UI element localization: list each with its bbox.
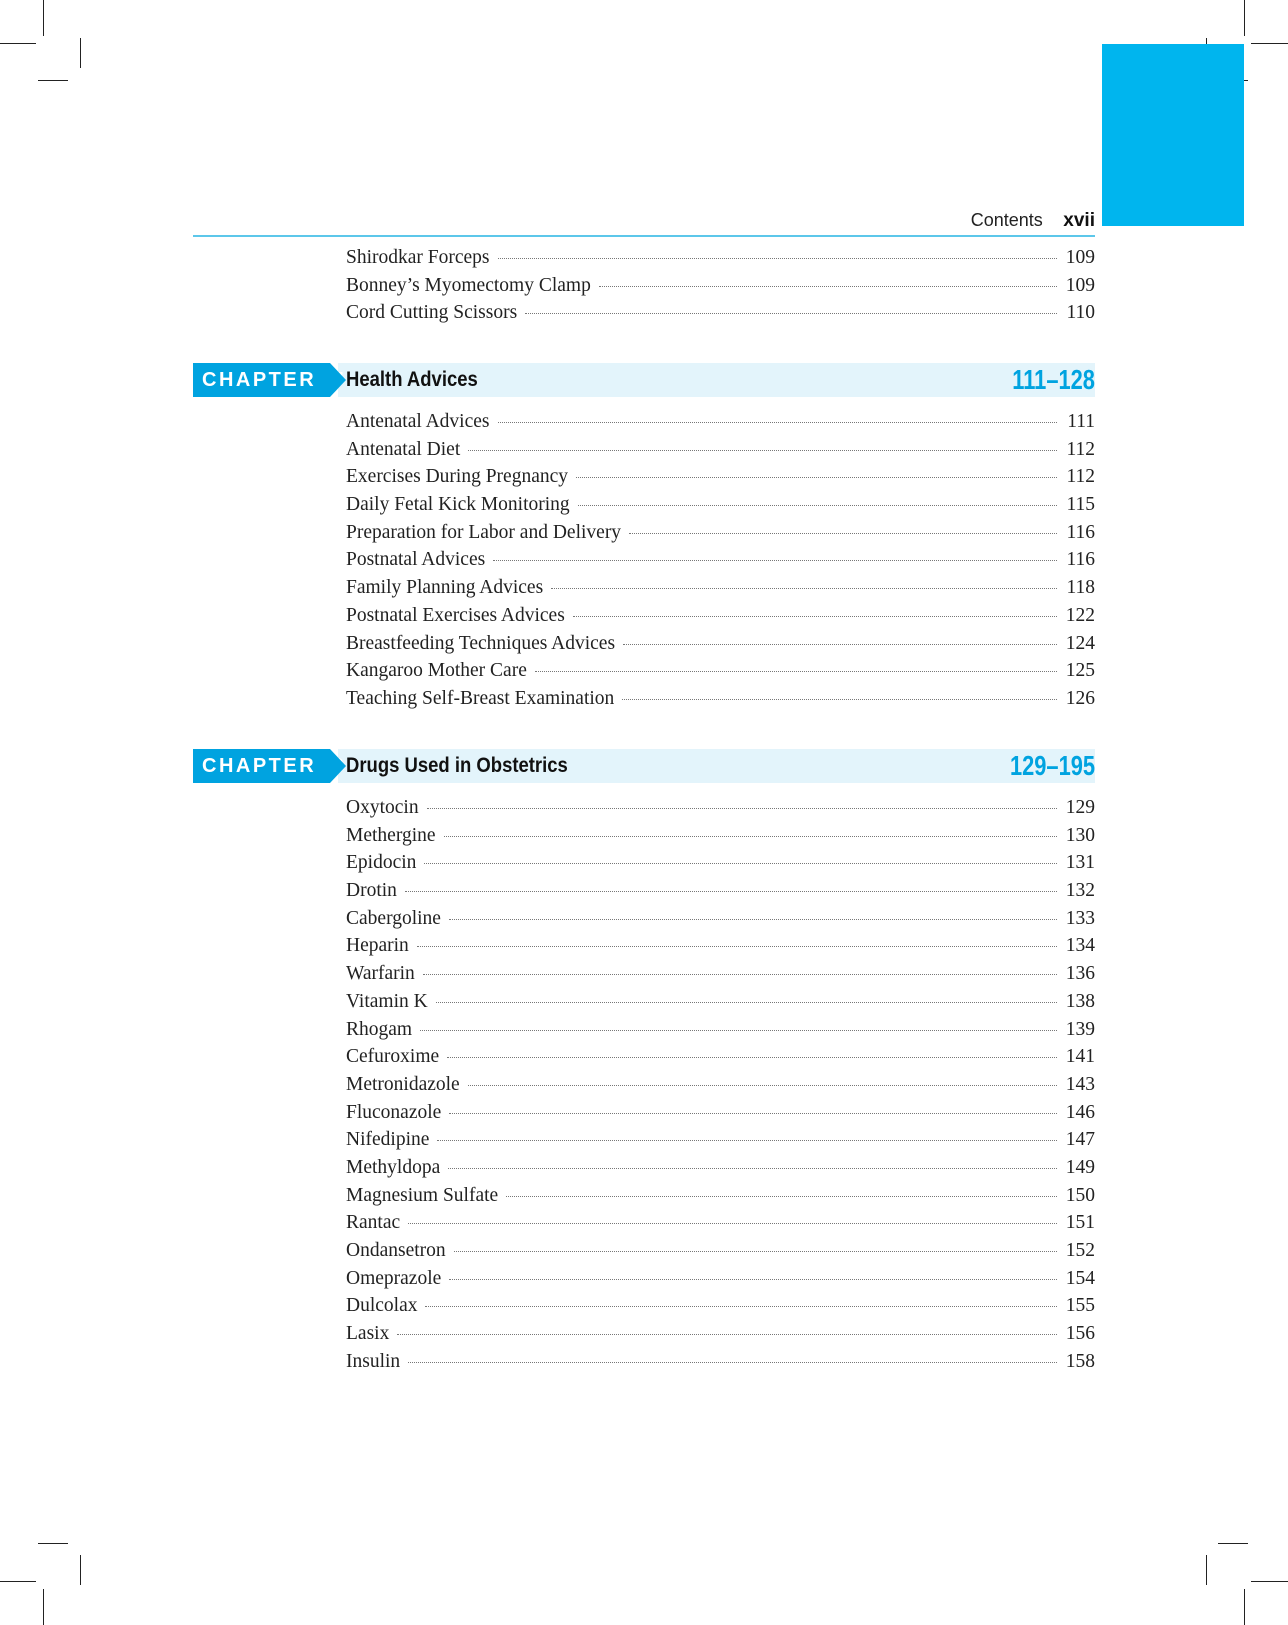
toc-entry-page: 131 (1065, 852, 1095, 874)
dot-leader (551, 588, 1057, 589)
crop-mark (38, 80, 68, 81)
toc-entry-page: 116 (1066, 549, 1095, 571)
dot-leader (444, 836, 1057, 837)
crop-mark (80, 1555, 81, 1585)
crop-mark (1244, 0, 1245, 36)
toc-entry[interactable] (346, 1209, 1095, 1237)
chapter-title: Health Advices (346, 368, 478, 391)
toc-entry-title: Postnatal Exercises Advices (346, 604, 565, 626)
toc-entry[interactable] (346, 491, 1095, 519)
toc-entry-title: Breastfeeding Techniques Advices (346, 632, 616, 654)
chapter-number: 7 (332, 369, 346, 391)
toc-entry-page: 146 (1065, 1101, 1095, 1123)
toc-entry-title: Drotin (346, 880, 397, 902)
chapter-label-text: CHAPTER (202, 755, 317, 777)
toc-entry-page: 154 (1065, 1267, 1095, 1289)
dot-leader (408, 1362, 1057, 1363)
dot-leader (599, 286, 1057, 287)
toc-entry[interactable] (346, 1154, 1095, 1182)
toc-entry-page: 151 (1065, 1212, 1095, 1234)
toc-entry-page: 141 (1065, 1046, 1095, 1068)
toc-entry[interactable] (346, 960, 1095, 988)
toc-entry-title: Preparation for Labor and Delivery (346, 521, 622, 543)
toc-entry[interactable] (346, 299, 1095, 327)
toc-entry-page: 112 (1066, 466, 1095, 488)
dot-leader (448, 1168, 1057, 1169)
crop-mark (80, 38, 81, 68)
running-header-label: Contents (970, 210, 1043, 230)
dot-leader (449, 1113, 1057, 1114)
chapter-entries (346, 408, 1095, 713)
toc-entry-title: Antenatal Advices (346, 411, 490, 432)
toc-entry-title: Vitamin K (346, 990, 428, 1012)
toc-entry[interactable] (346, 1071, 1095, 1099)
toc-entry[interactable] (346, 1043, 1095, 1071)
toc-entry-page: 132 (1065, 880, 1095, 902)
dot-leader (397, 1334, 1057, 1335)
crop-mark (0, 43, 36, 44)
toc-entry[interactable] (346, 602, 1095, 630)
toc-entry-title: Kangaroo Mother Care (346, 660, 527, 682)
dot-leader (417, 946, 1057, 947)
dot-leader (423, 974, 1057, 975)
crop-mark (0, 1581, 36, 1582)
toc-entry-title: Lasix (346, 1323, 390, 1345)
toc-entry-page: 143 (1065, 1073, 1095, 1095)
dot-leader (449, 919, 1057, 920)
toc-entry-page: 138 (1065, 990, 1095, 1012)
toc-entry-title: Shirodkar Forceps (346, 247, 490, 268)
toc-entry-page: 130 (1065, 824, 1095, 846)
toc-entry[interactable] (346, 822, 1095, 850)
toc-entry[interactable] (346, 1320, 1095, 1348)
toc-entry[interactable] (346, 1182, 1095, 1210)
toc-entry-page: 112 (1066, 438, 1095, 460)
crop-mark (43, 0, 44, 36)
toc-entry[interactable] (346, 905, 1095, 933)
toc-entry[interactable] (346, 630, 1095, 658)
toc-entry-page: 156 (1065, 1323, 1095, 1345)
toc-entry-title: Nifedipine (346, 1129, 430, 1151)
chapter-label-text: CHAPTER (202, 369, 317, 391)
toc-entry[interactable] (346, 1265, 1095, 1293)
toc-entry-page: 115 (1066, 494, 1095, 516)
toc-entry-page: 129 (1065, 797, 1095, 818)
toc-entry-title: Cord Cutting Scissors (346, 302, 518, 324)
crop-mark (1206, 1555, 1207, 1585)
chapter-arrow-shape (330, 749, 346, 783)
toc-entry-title: Epidocin (346, 852, 417, 874)
toc-entry[interactable] (346, 932, 1095, 960)
toc-entry-title: Antenatal Diet (346, 438, 461, 460)
toc-entry-title: Warfarin (346, 963, 415, 985)
chapter-heading[interactable] (193, 749, 1095, 783)
section-tab (1102, 44, 1244, 226)
toc-entry[interactable] (346, 657, 1095, 685)
toc-entry-page: 124 (1065, 632, 1095, 654)
dot-leader (623, 644, 1057, 645)
toc-entry[interactable] (346, 272, 1095, 300)
toc-entry-title: Heparin (346, 935, 409, 957)
toc-entry-page: 134 (1065, 935, 1095, 957)
toc-entry-title: Ondansetron (346, 1240, 446, 1261)
toc-entry-title: Daily Fetal Kick Monitoring (346, 494, 570, 516)
chapter-page-range: 111–128 (1012, 364, 1095, 395)
toc-entry[interactable] (346, 463, 1095, 491)
toc-entry[interactable] (346, 574, 1095, 602)
dot-leader (454, 1251, 1057, 1252)
crop-mark (1251, 1581, 1288, 1582)
dot-leader (525, 313, 1057, 314)
toc-entry-title: Teaching Self-Breast Examination (346, 687, 615, 709)
toc-entry-page: 110 (1066, 302, 1095, 324)
toc-entry[interactable] (346, 877, 1095, 905)
dot-leader (498, 258, 1057, 259)
toc-entry[interactable] (346, 1292, 1095, 1320)
toc-entry-title: Oxytocin (346, 797, 419, 818)
chapter-arrow-shape (330, 363, 346, 397)
running-header (971, 210, 1095, 232)
toc-entry[interactable] (346, 519, 1095, 547)
dot-leader (629, 533, 1057, 534)
dot-leader (437, 1140, 1057, 1141)
crop-mark (1244, 1589, 1245, 1625)
toc-entry-title: Postnatal Advices (346, 549, 486, 571)
crop-mark (1218, 1543, 1248, 1544)
toc-entry[interactable] (346, 1126, 1095, 1154)
toc-entry-page: 139 (1065, 1018, 1095, 1040)
toc-entry[interactable] (346, 685, 1095, 713)
toc-entry[interactable] (346, 546, 1095, 574)
continued-entries (346, 244, 1095, 327)
dot-leader (427, 808, 1057, 809)
dot-leader (573, 616, 1057, 617)
dot-leader (506, 1196, 1057, 1197)
toc-entry-page: 136 (1065, 963, 1095, 985)
toc-entry-title: Methergine (346, 824, 436, 846)
dot-leader (578, 505, 1057, 506)
toc-entry-title: Omeprazole (346, 1267, 442, 1289)
toc-entry-page: 150 (1065, 1184, 1095, 1206)
toc-entry-page: 109 (1065, 247, 1095, 268)
toc-entry[interactable] (346, 408, 1095, 436)
toc-entry-page: 152 (1065, 1240, 1095, 1261)
toc-entry-page: 116 (1066, 521, 1095, 543)
dot-leader (405, 891, 1057, 892)
toc-entry-page: 118 (1066, 577, 1095, 599)
crop-mark (1251, 43, 1288, 44)
toc-entry-title: Magnesium Sulfate (346, 1184, 499, 1206)
toc-entry-page: 126 (1065, 687, 1095, 709)
toc-entry-page: 158 (1065, 1350, 1095, 1372)
toc-entry-title: Family Planning Advices (346, 577, 544, 599)
chapter-entries (346, 794, 1095, 1375)
toc-entry-page: 111 (1067, 411, 1095, 432)
header-rule (193, 235, 1095, 237)
dot-leader (622, 699, 1057, 700)
toc-entry-page: 133 (1065, 907, 1095, 929)
dot-leader (424, 863, 1057, 864)
dot-leader (535, 671, 1057, 672)
dot-leader (408, 1223, 1057, 1224)
toc-entry-title: Fluconazole (346, 1101, 442, 1123)
crop-mark (38, 1543, 68, 1544)
toc-entry[interactable] (346, 1348, 1095, 1376)
dot-leader (436, 1002, 1057, 1003)
toc-entry-page: 147 (1065, 1129, 1095, 1151)
dot-leader (449, 1279, 1057, 1280)
toc-entry[interactable] (346, 1016, 1095, 1044)
chapter-label (193, 363, 346, 397)
toc-entry-title: Metronidazole (346, 1073, 460, 1095)
toc-entry-title: Methyldopa (346, 1156, 441, 1178)
chapter-number: 8 (332, 755, 346, 777)
chapter-heading[interactable] (193, 363, 1095, 397)
chapter-label (193, 749, 346, 783)
dot-leader (493, 560, 1057, 561)
dot-leader (420, 1030, 1057, 1031)
toc-entry[interactable] (346, 849, 1095, 877)
dot-leader (576, 477, 1057, 478)
chapter-title: Drugs Used in Obstetrics (346, 754, 568, 777)
toc-entry-title: Rantac (346, 1212, 401, 1234)
toc-entry-page: 122 (1065, 604, 1095, 626)
dot-leader (468, 1085, 1057, 1086)
dot-leader (468, 450, 1057, 451)
toc-entry-page: 109 (1065, 274, 1095, 296)
toc-entry-page: 155 (1065, 1295, 1095, 1317)
toc-entry[interactable] (346, 794, 1095, 822)
toc-entry-title: Cabergoline (346, 907, 441, 929)
chapter-page-range: 129–195 (1009, 750, 1095, 781)
toc-entry-page: 125 (1065, 660, 1095, 682)
crop-mark (43, 1589, 44, 1625)
toc-entry-title: Insulin (346, 1350, 401, 1372)
page-folio: xvii (1063, 210, 1095, 231)
toc-entry-title: Cefuroxime (346, 1046, 440, 1068)
toc-entry[interactable] (346, 436, 1095, 464)
dot-leader (425, 1306, 1057, 1307)
toc-entry[interactable] (346, 988, 1095, 1016)
toc-entry-title: Dulcolax (346, 1295, 418, 1317)
toc-entry-page: 149 (1065, 1156, 1095, 1178)
toc-entry[interactable] (346, 1099, 1095, 1127)
toc-entry-title: Rhogam (346, 1018, 413, 1040)
toc-entry[interactable] (346, 1237, 1095, 1265)
toc-entry-title: Exercises During Pregnancy (346, 466, 569, 488)
toc-entry-title: Bonney’s Myomectomy Clamp (346, 274, 591, 296)
dot-leader (447, 1057, 1057, 1058)
dot-leader (498, 422, 1058, 423)
toc-entry[interactable] (346, 244, 1095, 272)
